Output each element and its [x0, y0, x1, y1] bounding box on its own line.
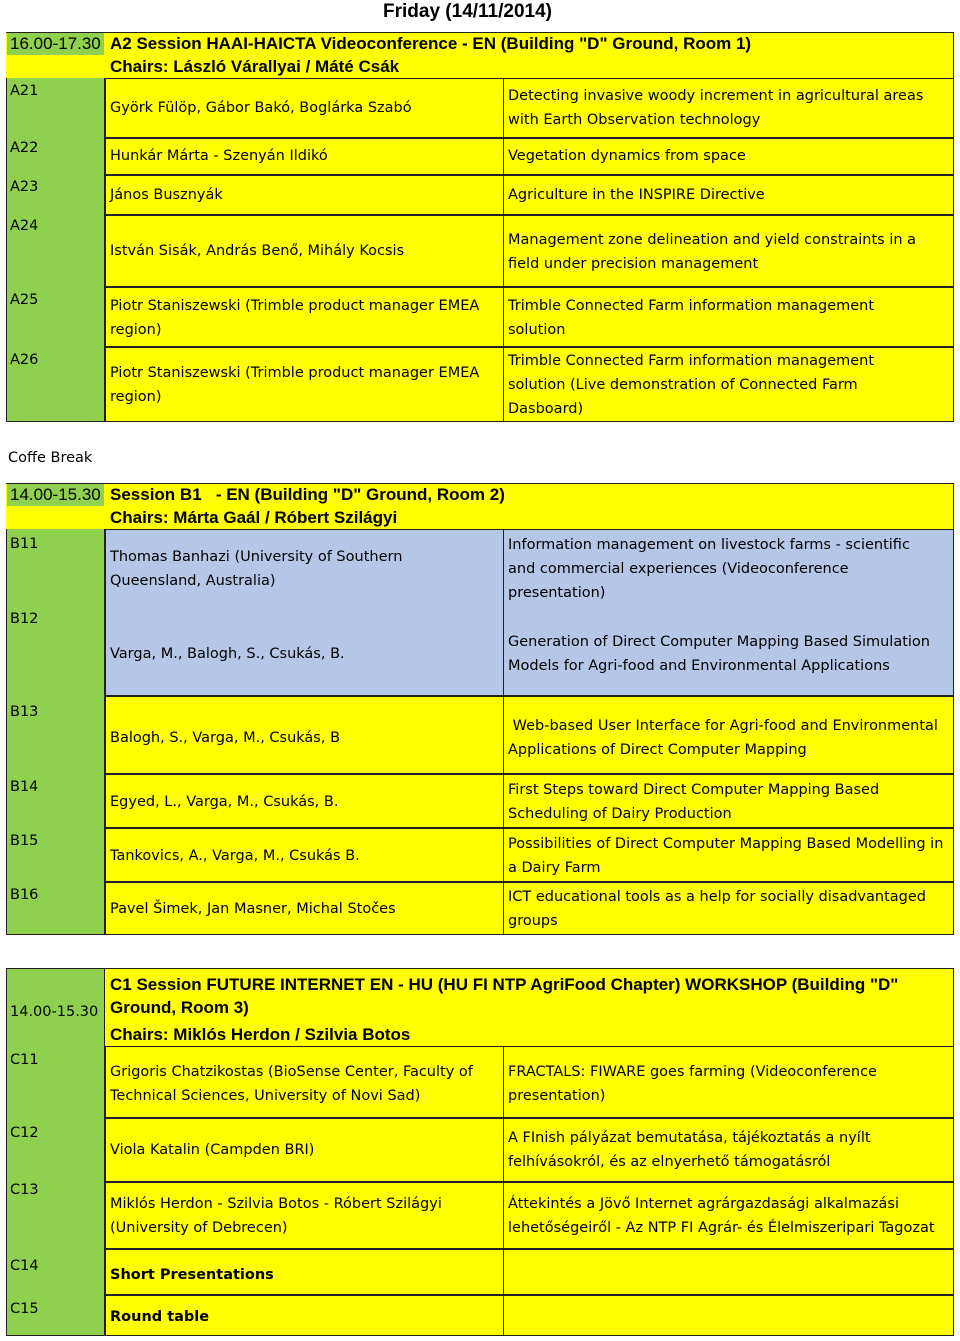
authors-a26: Piotr Staniszewski (Trimble product manager EMEA region): [110, 365, 480, 405]
authors-c11: Grigoris Chatzikostas (BioSense Center, Faculty of Technical Sciences, University of Novi Sad): [110, 1064, 473, 1104]
code-a24: A24: [10, 218, 39, 234]
title-b15: Possibilities of Direct Computer Mapping Based Modelling in a Dairy Farm: [508, 836, 944, 876]
session-a-time: 16.00-17.30: [10, 34, 101, 53]
session-a-column-divider: [503, 78, 504, 422]
code-c14: C14: [10, 1258, 39, 1274]
session-b-column-divider: [503, 529, 504, 935]
authors-c12: Viola Katalin (Campden BRI): [110, 1142, 315, 1158]
coffee-break: Coffe Break: [8, 450, 93, 466]
code-b12: B12: [10, 611, 39, 627]
session-c-title: C1 Session FUTURE INTERNET EN - HU (HU FI NTP AgriFood Chapter) WORKSHOP (Building "D" Ground, Room 3): [110, 975, 899, 1017]
title-b12: Generation of Direct Computer Mapping Based Simulation Models for Agri-food and Environmental Applications: [508, 634, 930, 674]
title-a21: Detecting invasive woody increment in agricultural areas with Earth Observation technology: [508, 88, 924, 128]
title-b11: Information management on livestock farms - scientific and commercial experiences (Videoconference presentation): [508, 537, 910, 601]
authors-c14: Short Presentations: [110, 1267, 274, 1283]
code-a21: A21: [10, 83, 39, 99]
code-a23: A23: [10, 179, 39, 195]
title-c11: FRACTALS: FIWARE goes farming (Videoconference presentation): [508, 1064, 877, 1104]
authors-b11: Thomas Banhazi (University of Southern Queensland, Australia): [110, 549, 403, 589]
session-b-title: Session B1 - EN (Building "D" Ground, Room 2): [110, 485, 505, 504]
title-a26: Trimble Connected Farm information management solution (Live demonstration of Connected Farm Dasboard): [508, 353, 875, 417]
title-b13: Web-based User Interface for Agri-food and Environmental Applications of Direct Computer Mapping: [508, 718, 943, 758]
authors-a23: János Busznyák: [110, 187, 223, 203]
authors-a24: István Sisák, András Benő, Mihály Kocsis: [110, 243, 405, 259]
authors-b12: Varga, M., Balogh, S., Csukás, B.: [110, 646, 345, 662]
code-a22: A22: [10, 140, 39, 156]
authors-a25: Piotr Staniszewski (Trimble product manager EMEA region): [110, 298, 480, 338]
authors-b15: Tankovics, A., Varga, M., Csukás B.: [110, 848, 360, 864]
session-a-chairs: Chairs: László Várallyai / Máté Csák: [110, 57, 400, 76]
title-b14: First Steps toward Direct Computer Mapping Based Scheduling of Dairy Production: [508, 782, 880, 822]
code-b14: B14: [10, 779, 39, 795]
session-c-time: 14.00-15.30: [10, 1004, 99, 1020]
code-c15: C15: [10, 1301, 39, 1317]
title-c13: Áttekintés a Jövő Internet agrárgazdasági alkalmazási lehetőségeiről - Az NTP FI Agrár- és Élelmiszeripari Tagozat: [508, 1196, 935, 1236]
title-b16: ICT educational tools as a help for socially disadvantaged groups: [508, 889, 926, 929]
session-b-time: 14.00-15.30: [10, 485, 101, 504]
code-b16: B16: [10, 887, 39, 903]
authors-b14: Egyed, L., Varga, M., Csukás, B.: [110, 794, 339, 810]
title-a25: Trimble Connected Farm information management solution: [508, 298, 875, 338]
code-c13: C13: [10, 1182, 39, 1198]
title-a23: Agriculture in the INSPIRE Directive: [508, 187, 765, 203]
title-a22: Vegetation dynamics from space: [508, 148, 746, 164]
code-c12: C12: [10, 1125, 39, 1141]
authors-b13: Balogh, S., Varga, M., Csukás, B: [110, 730, 341, 746]
code-b15: B15: [10, 833, 39, 849]
code-b11: B11: [10, 536, 39, 552]
code-a26: A26: [10, 352, 39, 368]
title-c12: A FInish pályázat bemutatása, tájékoztatás a nyílt felhívásokról, és az elnyerhető támogatásról: [508, 1130, 871, 1170]
day-title: Friday (14/11/2014): [383, 1, 552, 22]
session-c-chairs: Chairs: Miklós Herdon / Szilvia Botos: [110, 1025, 411, 1044]
authors-c15: Round table: [110, 1309, 210, 1325]
code-a25: A25: [10, 292, 39, 308]
code-b13: B13: [10, 704, 39, 720]
title-a24: Management zone delineation and yield constraints in a field under precision management: [508, 232, 917, 272]
authors-c13: Miklós Herdon - Szilvia Botos - Róbert Szilágyi (University of Debrecen): [110, 1196, 442, 1236]
session-c-column-divider: [503, 1046, 504, 1336]
session-a-title: A2 Session HAAI-HAICTA Videoconference - EN (Building "D" Ground, Room 1): [110, 34, 752, 53]
authors-a22: Hunkár Márta - Szenyán Ildikó: [110, 148, 328, 164]
session-b-chairs: Chairs: Márta Gaál / Róbert Szilágyi: [110, 508, 398, 527]
code-c11: C11: [10, 1052, 39, 1068]
authors-b16: Pavel Šimek, Jan Masner, Michal Stočes: [110, 901, 396, 917]
authors-a21: Györk Fülöp, Gábor Bakó, Boglárka Szabó: [110, 100, 412, 116]
